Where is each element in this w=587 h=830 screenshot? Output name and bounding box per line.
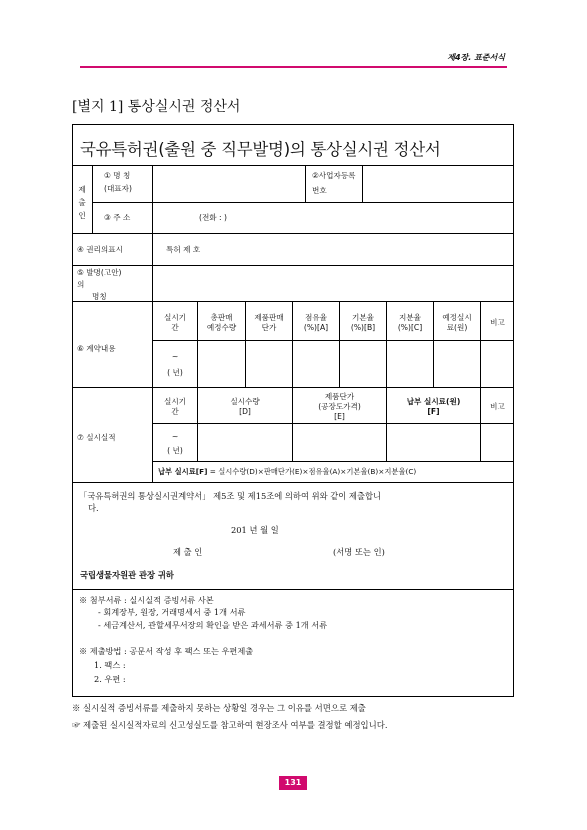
attachment-line-2: - 회계장부, 원장, 거래명세서 중 1개 서류 [98,607,246,617]
rights-label: ④ 권리의표시 [77,245,123,254]
page-number: 131 [279,776,307,790]
rule-perf-bottom [72,482,514,483]
applicant-name-label: ① 명 칭 [104,171,131,180]
contract-header-quantity: 총판매 예정수량 [206,313,237,332]
contract-header-remarks: 비고 [490,318,505,327]
contract-header-royalty: 예정실시 료(원) [442,313,472,332]
submitter-label: 제 출 인 [173,547,203,557]
signature-label: (서명 또는 인) [333,547,385,557]
rule-perf-col4 [480,387,481,461]
rights-value: 특허 제 호 [166,245,201,254]
note-1: ※ 실시실적 증빙서류를 제출하지 못하는 상황일 경우는 그 이유를 서면으로 제출 [72,703,366,713]
submission-date: 201 년 월 일 [231,525,279,535]
perf-header-remarks: 비고 [490,402,505,411]
perf-header-period: 실시기 간 [163,397,186,416]
mail-label: 2. 우편 : [94,674,126,684]
contract-header-price: 제품판매 단가 [254,313,284,332]
rule-perf-header [152,423,514,424]
statement-line-2: 다. [88,503,99,513]
contract-label: ⑥ 계약내용 [77,344,116,353]
bizno-label: ②사업자등록 [312,171,356,180]
invention-label-3: 명칭 [92,292,107,301]
rule-contract-bottom [72,387,514,388]
perf-period-year: ( 년) [167,446,183,455]
rule-name-bottom [92,202,514,203]
rule-contract-col7 [480,301,481,387]
applicant-section-label: 제 출 인 [78,185,86,220]
rule-bizno-left [305,165,306,202]
contract-header-share: 점유율 (%)[A] [303,313,329,332]
contract-header-equity: 지분율 (%)[C] [397,313,423,332]
perf-header-quantity: 실시수량 [D] [230,397,260,416]
contract-header-base-rate: 기본율 (%)[B] [350,313,376,332]
perf-period-tilde: ~ [171,432,179,441]
contract-header-period: 실시기 간 [163,313,186,332]
attachment-line-3: - 세금계산서, 관할세무서장의 확인을 받은 과세서류 중 1개 서류 [98,620,328,630]
submission-method: ※ 제출방법 : 공문서 작성 후 팩스 또는 우편제출 [79,646,254,656]
rule-applicant-left [92,165,93,233]
invention-label-2: 의 [77,280,85,289]
phone-field: (전화 : ) [199,213,227,222]
contract-period-tilde: ~ [171,352,179,361]
form-title: 국유특허권(출원 중 직무발명)의 통상실시권 정산서 [80,140,441,159]
fax-label: 1. 팩스 : [94,660,126,670]
performance-label: ⑦ 실시실적 [77,433,116,442]
header-rule [80,66,507,68]
perf-header-price: 제품단가 (공장도가격) [E] [318,392,361,421]
note-2: ☞ 제출된 실시실적자료의 신고성실도를 참고하여 현장조사 여부를 결정할 예정입니다. [72,720,388,730]
rule-perf-value [152,461,514,462]
invention-label-1: ⑤ 발명(고안) [77,268,122,277]
rule-rights-bottom [72,265,514,266]
royalty-formula: 납부 실시료[F] = 실시수량(D)×판매단가(E)×점유율(A)×기본율(B)×지분율(C) [158,467,417,476]
address-label: ③ 주 소 [104,213,131,222]
statement-line-1: 「국유특허권의 통상실시권계약서」 제5조 및 제15조에 의하여 위와 같이 제출합니 [79,491,381,501]
bizno-label-2: 번호 [312,186,327,195]
perf-header-royalty: 납부 실시료(원) [F] [406,397,461,416]
attachment-line-1: ※ 첨부서류 : 실시실적 증빙서류 사본 [79,595,214,605]
rule-statement-bottom [72,589,514,590]
chapter-header: 제4장. 표준서식 [447,53,505,62]
recipient: 국립생물자원관 관장 귀하 [80,570,174,580]
rule-applicant-bottom [72,233,514,234]
rule-title-bottom [72,165,514,166]
applicant-rep-label: (대표자) [104,184,132,193]
rule-invention-bottom [72,301,514,302]
contract-period-year: ( 년) [167,368,183,377]
sheet-title: [별지 1] 통상실시권 정산서 [72,99,241,115]
rule-contract-header [152,340,514,341]
rule-bizno-right [362,165,363,202]
